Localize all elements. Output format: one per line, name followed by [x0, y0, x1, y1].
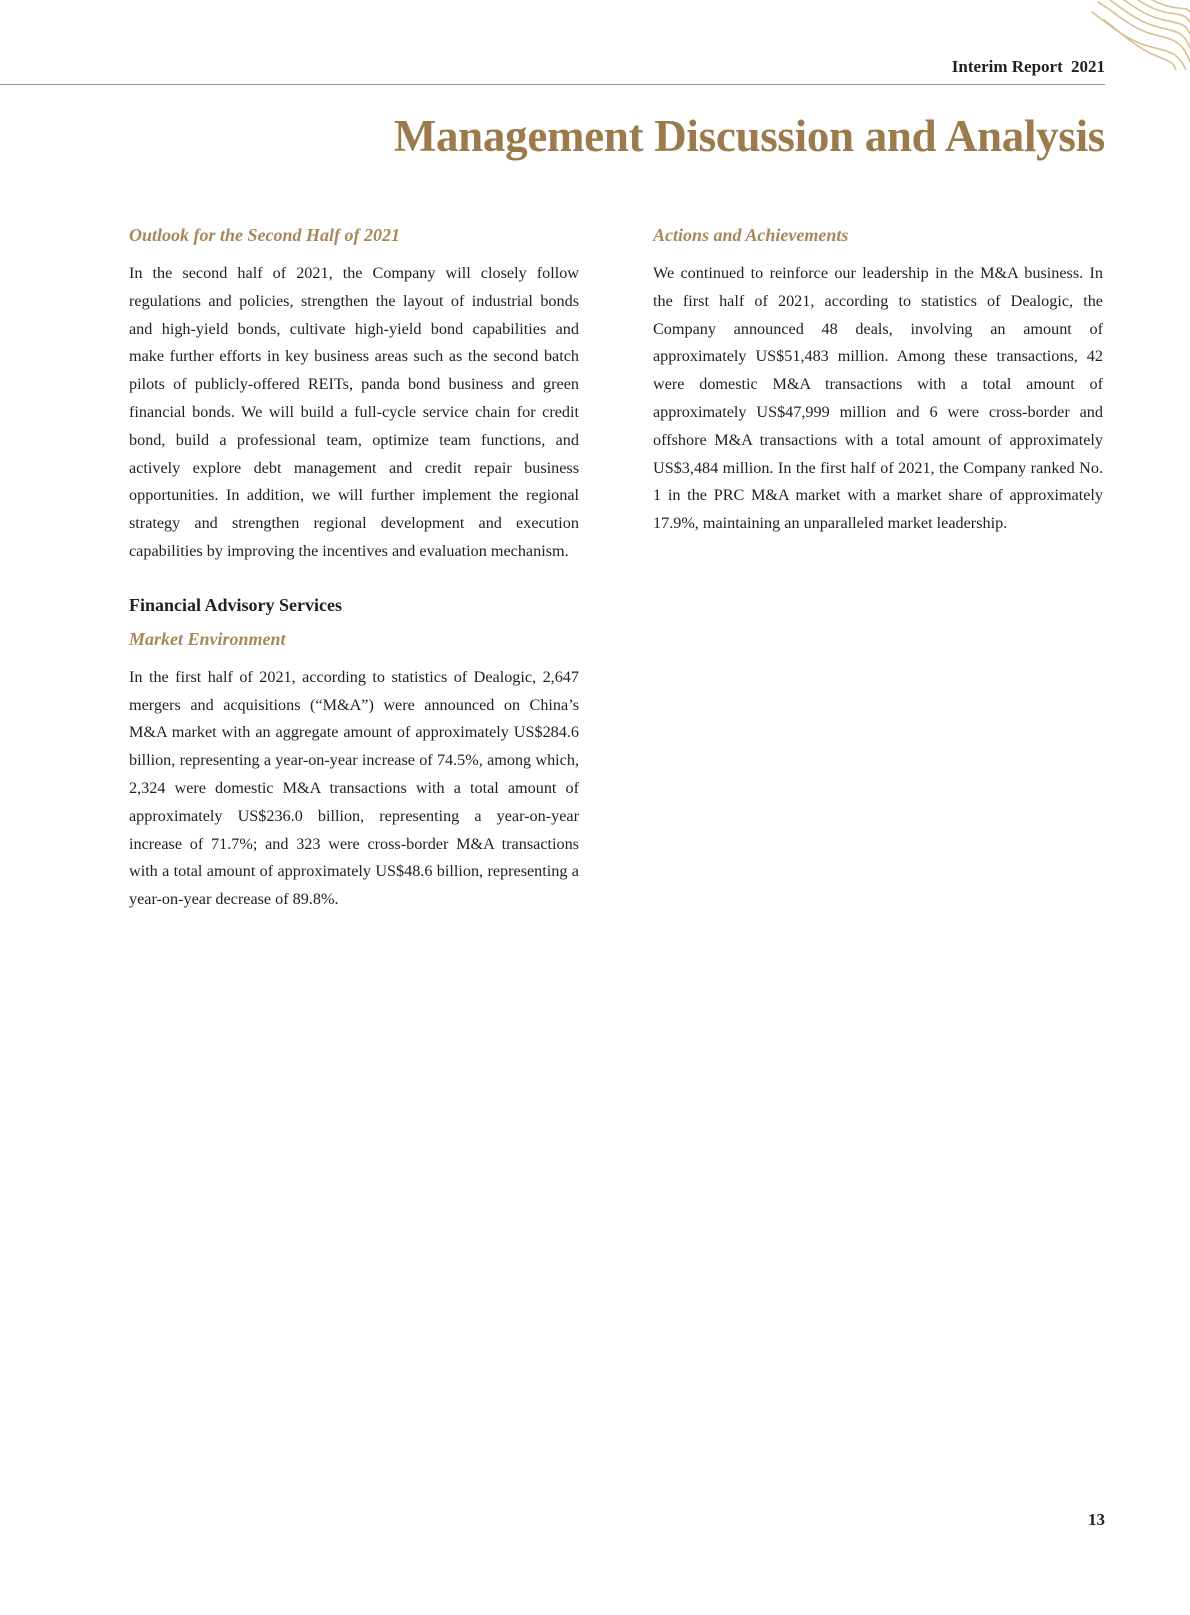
outlook-heading: Outlook for the Second Half of 2021 [129, 225, 401, 245]
actions-paragraph: We continued to reinforce our leadership in the M&A business. In the first half of 2021, according to statistics of Dealogic, the Company announced 48 deals, involving an amount of approximately US$51,483 million. Among these transactions, 42 were domestic M&A transactions with a total amount of approximately US$47,999 million and 6 were cross-border and offshore M&A transactions with a total amount of approximately US$3,484 million. In the first half of 2021, the Company ranked No. 1 in the PRC M&A market with a market share of approximately 17.9%, maintaining an unparalleled market leadership. [653, 264, 1103, 533]
page-number: 13 [1088, 1510, 1105, 1529]
report-name: Interim Report [951, 57, 1063, 76]
market-environment-heading: Market Environment [129, 628, 286, 649]
report-label [952, 57, 1105, 77]
market-environment-paragraph: In the first half of 2021, according to statistics of Dealogic, 2,647 mergers and acquisitions (“M&A”) were announced on China’s M&A market with an aggregate amount of approximately US$284.6 billion, representing a year-on-year increase of 74.5%, among which, 2,324 were domestic M&A transactions with a total amount of approximately US$236.0 billion, representing a year-on-year increase of 71.7%; and 323 were cross-border M&A transactions with a total amount of approximately US$48.6 billion, representing a year-on-year decrease of 89.8%. [129, 667, 579, 909]
right-column [653, 222, 1103, 538]
wave-ornament-icon [1090, 0, 1190, 70]
outlook-paragraph: In the second half of 2021, the Company will closely follow regulations and policies, strengthen the layout of industrial bonds and high-yield bonds, cultivate high-yield bond capabilities and make further efforts in key business areas such as the second batch pilots of publicly-offered REITs, panda bond business and green financial bonds. We will build a full-cycle service chain for credit bond, build a professional team, optimize team functions, and actively explore debt management and credit repair business opportunities. In addition, we will further implement the regional strategy and strengthen regional development and execution capabilities by improving the incentives and evaluation mechanism. [129, 264, 579, 560]
financial-advisory-title: Financial Advisory Services [129, 594, 342, 615]
header-divider [0, 84, 1105, 85]
report-year: 2021 [1071, 57, 1105, 76]
actions-heading: Actions and Achievements [653, 225, 849, 245]
left-column [129, 222, 579, 914]
page-title: Management Discussion and Analysis [393, 111, 1105, 161]
